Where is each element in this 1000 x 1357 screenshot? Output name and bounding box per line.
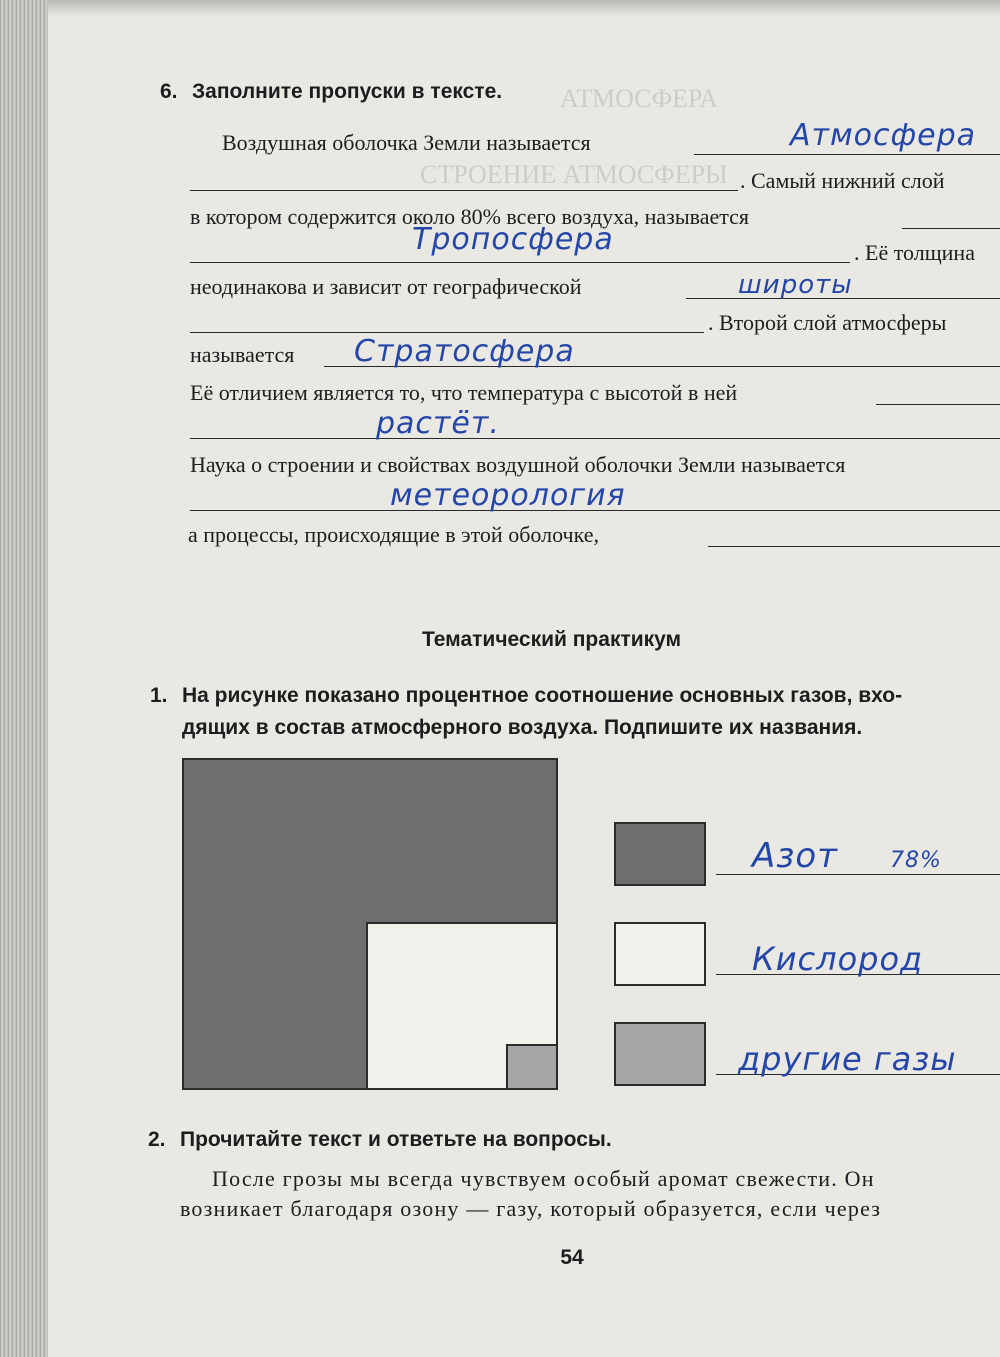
task6-text-line10: Наука о строении и свойствах воздушной оболочки Земли называется bbox=[190, 452, 846, 477]
other-gases-share-area bbox=[506, 1044, 558, 1090]
task6-text-line3: в котором содержится около 80% всего воздуха, называется bbox=[190, 204, 750, 229]
handwritten-answer-increases: растёт. bbox=[376, 406, 500, 441]
answer-line-1a bbox=[694, 154, 1000, 155]
task6-text-line5: неодинакова и зависит от географической bbox=[190, 274, 582, 299]
bleed-through-text: СТРОЕНИЕ АТМОСФЕРЫ bbox=[420, 160, 728, 189]
answer-line-3b bbox=[190, 332, 704, 333]
answer-line-2a bbox=[902, 228, 1000, 229]
task2-number: 2. bbox=[148, 1128, 166, 1151]
task6-text-line2: . Самый нижний слой bbox=[740, 168, 945, 193]
task6-text-line12: а процессы, происходящие в этой оболочке, bbox=[188, 522, 599, 547]
legend-nitrogen-swatch bbox=[614, 822, 706, 886]
handwritten-nitrogen: Азот bbox=[752, 836, 838, 876]
legend-other-gases-swatch bbox=[614, 1022, 706, 1086]
task6-text-line7: называется bbox=[190, 342, 295, 367]
task6-text-line1: Воздушная оболочка Земли называется bbox=[222, 130, 591, 155]
bleed-through-text: АТМОСФЕРА bbox=[560, 84, 718, 113]
task2-text-line2: возникает благодаря озону — газу, который образуется, если через bbox=[180, 1196, 882, 1221]
task6-text-line4: . Её толщина bbox=[854, 240, 975, 265]
handwritten-oxygen: Кислород bbox=[752, 940, 924, 978]
handwritten-answer-stratosphere: Стратосфера bbox=[354, 334, 575, 369]
task6-text-line8: Её отличием является то, что температура с высотой в ней bbox=[190, 380, 738, 405]
section-title: Тематический практикум bbox=[422, 628, 682, 651]
handwritten-other-gases: другие газы bbox=[738, 1040, 957, 1078]
task1-number: 1. bbox=[150, 684, 168, 707]
task6-title: Заполните пропуски в тексте. bbox=[192, 80, 503, 103]
answer-line-7 bbox=[708, 546, 1000, 547]
handwritten-answer-meteorology: метеорология bbox=[390, 478, 626, 513]
page-top-shadow bbox=[48, 0, 1000, 16]
task6-text-line6: . Второй слой атмосферы bbox=[708, 310, 947, 335]
answer-line-5b bbox=[190, 438, 1000, 439]
task2-text-line1: После грозы мы всегда чувствуем особый аромат свежести. Он bbox=[212, 1166, 875, 1191]
answer-line-5a bbox=[876, 404, 1000, 405]
task1-text-line1: На рисунке показано процентное соотношение основных газов, вхо- bbox=[182, 684, 903, 707]
handwritten-answer-atmosphere: Атмосфера bbox=[790, 118, 977, 153]
handwritten-answer-troposphere: Тропосфера bbox=[412, 222, 614, 257]
task6-number: 6. bbox=[160, 80, 178, 103]
handwritten-answer-latitude: широты bbox=[738, 270, 853, 300]
task1-text-line2: дящих в состав атмосферного воздуха. Подпишите их названия. bbox=[182, 716, 863, 739]
answer-line-2b bbox=[190, 262, 850, 263]
handwritten-nitrogen-percent: 78% bbox=[890, 848, 942, 873]
legend-oxygen-swatch bbox=[614, 922, 706, 986]
task2-title: Прочитайте текст и ответьте на вопросы. bbox=[180, 1128, 612, 1151]
page-number: 54 bbox=[560, 1246, 584, 1269]
answer-line-1b bbox=[190, 190, 738, 191]
